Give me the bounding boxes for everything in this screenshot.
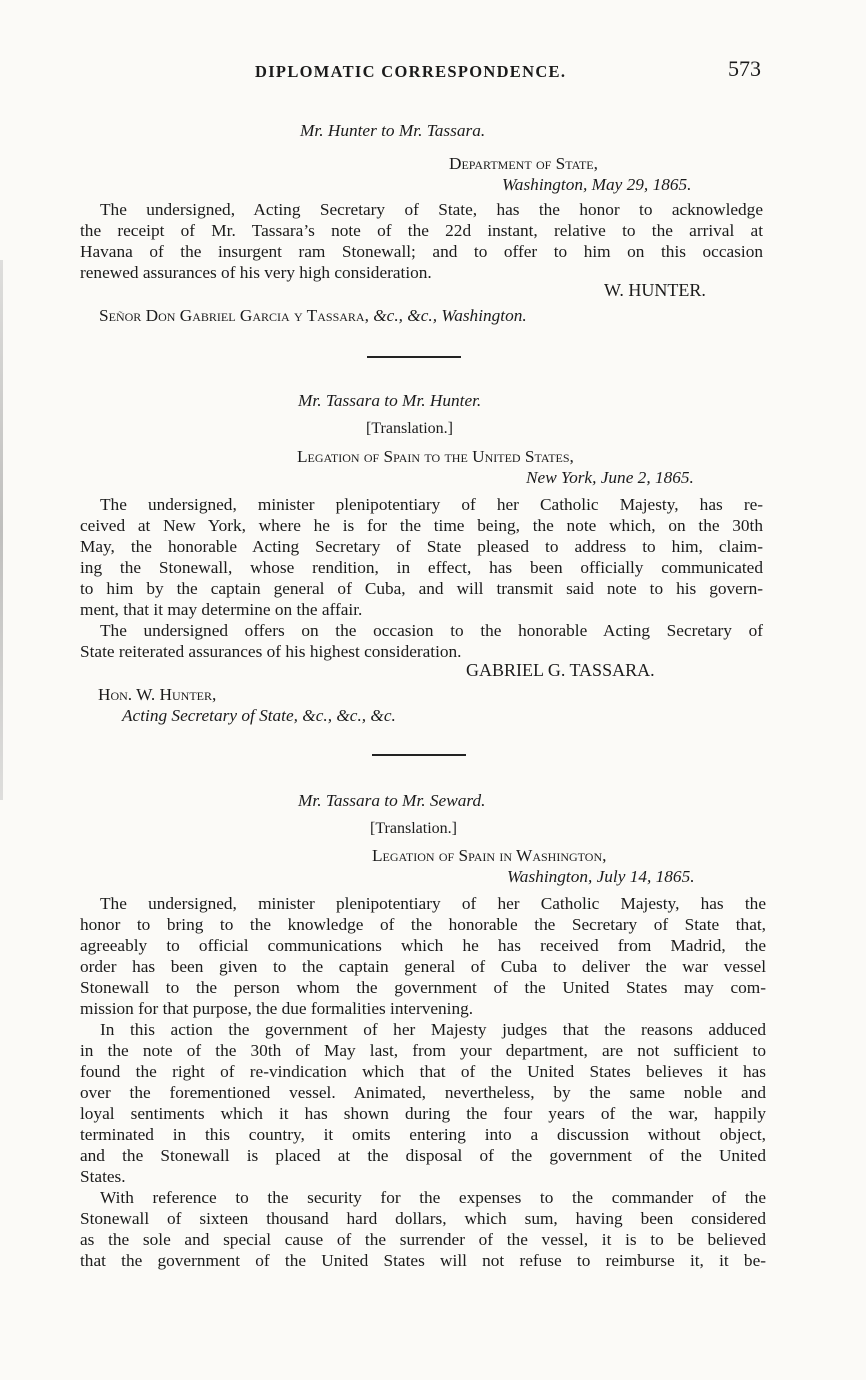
letter-heading: Mr. Tassara to Mr. Seward.: [298, 791, 486, 810]
body-line: to him by the captain general of Cuba, and will transmit said note to his govern-: [80, 579, 763, 598]
addressee-name: Señor Don Gabriel Garcia y Tassara,: [99, 306, 369, 325]
body-line: The undersigned, minister plenipotentiary of her Catholic Majesty, has re-: [100, 495, 763, 514]
letter-place: Legation of Spain to the United States,: [297, 447, 574, 466]
body-line: terminated in this country, it omits entering into a discussion without object,: [80, 1125, 766, 1144]
page-number: 573: [728, 56, 761, 81]
body-line: and the Stonewall is placed at the disposal of the government of the United: [80, 1146, 766, 1165]
body-line: renewed assurances of his very high consideration.: [80, 263, 432, 282]
body-line: that the government of the United States will not refuse to reimburse it, it be-: [80, 1251, 766, 1270]
translation-note: [Translation.]: [370, 820, 457, 837]
body-line: The undersigned, minister plenipotentiary of her Catholic Majesty, has the: [100, 894, 766, 913]
addressee-name: Hon. W. Hunter,: [98, 685, 217, 704]
body-line: agreeably to official communications which he has received from Madrid, the: [80, 936, 766, 955]
letter-dateline: Washington, May 29, 1865.: [502, 175, 692, 194]
body-line: In this action the government of her Majesty judges that the reasons adduced: [100, 1020, 766, 1039]
body-line: ment, that it may determine on the affair.: [80, 600, 363, 619]
letter-dateline: New York, June 2, 1865.: [526, 468, 694, 487]
body-line: mission for that purpose, the due formalities intervening.: [80, 999, 474, 1018]
body-line: honor to bring to the knowledge of the honorable the Secretary of State that,: [80, 915, 766, 934]
section-divider: [367, 356, 461, 358]
body-line: States.: [80, 1167, 126, 1186]
body-line: as the sole and special cause of the surrender of the vessel, it is to be believed: [80, 1230, 766, 1249]
body-line: the receipt of Mr. Tassara’s note of the 22d instant, relative to the arrival at: [80, 221, 763, 240]
body-line: order has been given to the captain general of Cuba to deliver the war vessel: [80, 957, 766, 976]
letter-heading: Mr. Hunter to Mr. Tassara.: [300, 121, 486, 140]
addressee: [99, 305, 527, 326]
body-line: over the forementioned vessel. Animated, nevertheless, by the same noble and: [80, 1083, 766, 1102]
letter-place: Department of State,: [449, 154, 598, 173]
addressee-title: Acting Secretary of State, &c., &c., &c.: [122, 706, 396, 725]
body-line: Stonewall to the person whom the government of the United States may com-: [80, 978, 766, 997]
body-line: With reference to the security for the expenses to the commander of the: [100, 1188, 766, 1207]
section-divider: [372, 754, 466, 756]
running-header: [80, 56, 766, 86]
body-line: ceived at New York, where he is for the time being, the note which, on the 30th: [80, 516, 763, 535]
body-line: State reiterated assurances of his highest consideration.: [80, 642, 462, 661]
signature: GABRIEL G. TASSARA.: [466, 660, 655, 680]
body-line: Havana of the insurgent ram Stonewall; and to offer to him on this occasion: [80, 242, 763, 261]
body-line: May, the honorable Acting Secretary of State pleased to address to him, claim-: [80, 537, 763, 556]
body-line: loyal sentiments which it has shown during the four years of the war, happily: [80, 1104, 766, 1123]
signature: W. HUNTER.: [604, 280, 706, 300]
body-line: found the right of re-vindication which that of the United States believes it has: [80, 1062, 766, 1081]
body-line: The undersigned offers on the occasion to the honorable Acting Secretary of: [100, 621, 763, 640]
addressee-rest: &c., &c., Washington.: [373, 306, 527, 325]
body-line: Stonewall of sixteen thousand hard dollars, which sum, having been considered: [80, 1209, 766, 1228]
header-title: DIPLOMATIC CORRESPONDENCE.: [255, 62, 567, 81]
body-line: ing the Stonewall, whose rendition, in effect, has been officially communicated: [80, 558, 763, 577]
scan-edge-shadow: [0, 260, 3, 800]
body-line: The undersigned, Acting Secretary of State, has the honor to acknowledge: [100, 200, 763, 219]
letter-heading: Mr. Tassara to Mr. Hunter.: [298, 391, 482, 410]
letter-dateline: Washington, July 14, 1865.: [507, 867, 695, 886]
body-line: in the note of the 30th of May last, from your department, are not sufficient to: [80, 1041, 766, 1060]
letter-place: Legation of Spain in Washington,: [372, 846, 607, 865]
translation-note: [Translation.]: [366, 420, 453, 437]
